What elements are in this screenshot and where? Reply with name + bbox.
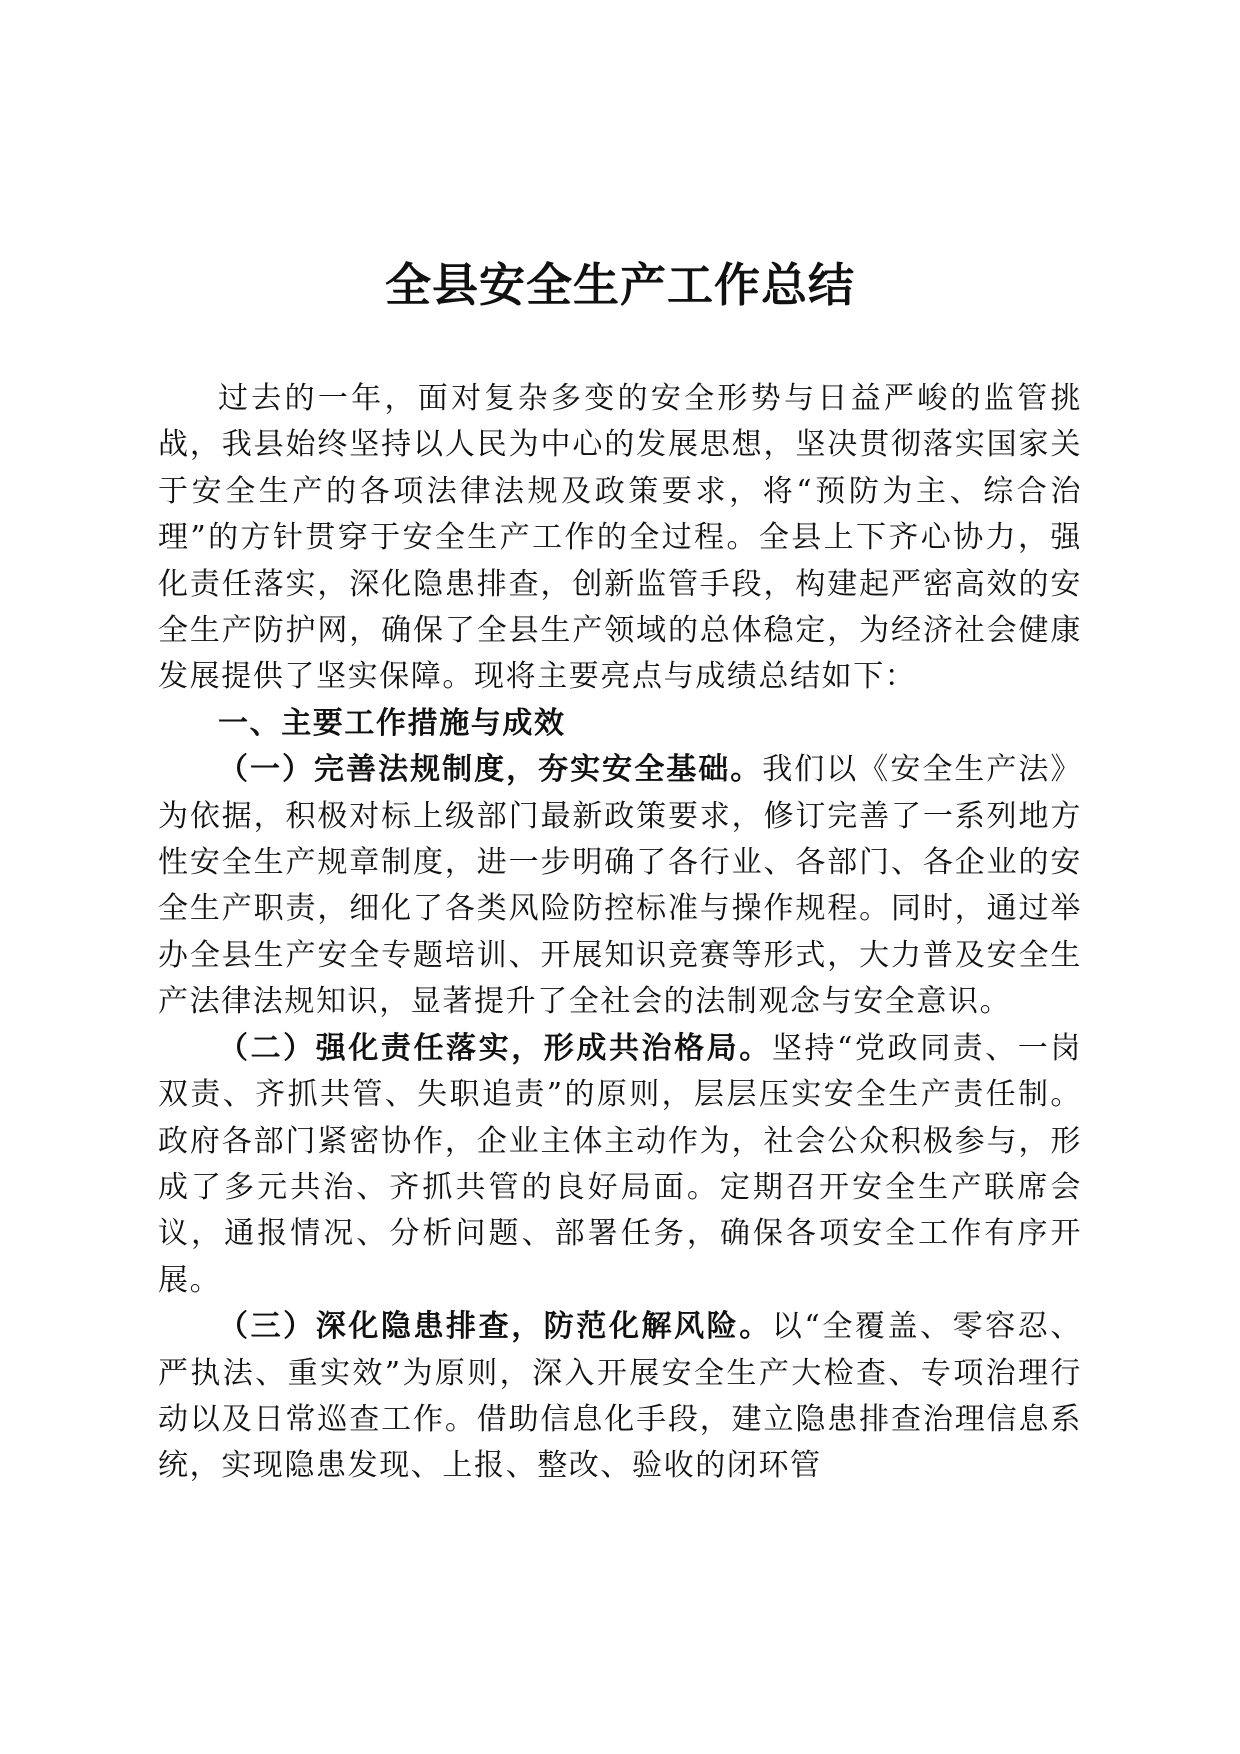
paragraph-item-2 <box>158 1026 1082 1304</box>
item-2-text: 坚持“党政同责、一岗双责、齐抓共管、失职追责”的原则，层层压实安全生产责任制。政府各部门紧密协作，企业主体主动作为，社会公众积极参与，形成了多元共治、齐抓共管的良好局面。定期召开安全生产联席会议，通报情况、分析问题、部署任务，确保各项安全工作有序开展。 <box>158 1030 1082 1298</box>
item-2-heading: （二）强化责任落实，形成共治格局。 <box>218 1030 772 1066</box>
item-3-heading: （三）深化隐患排查，防范化解风险。 <box>218 1309 772 1345</box>
section-heading-main-measures: 一、主要工作措施与成效 <box>218 705 566 741</box>
paragraph-item-1 <box>158 747 1082 1025</box>
document-title: 全县安全生产工作总结 <box>385 258 855 312</box>
item-3-text: 以“全覆盖、零容忍、严执法、重实效”为原则，深入开展安全生产大检查、专项治理行动以及日常巡查工作。借助信息化手段，建立隐患排查治理信息系统，实现隐患发现、上报、整改、验收的闭环管 <box>158 1309 1082 1484</box>
paragraph-item-3 <box>158 1304 1082 1490</box>
item-1-heading: （一）完善法规制度，夯实安全基础。 <box>218 752 763 788</box>
item-1-text: 我们以《安全生产法》为依据，积极对标上级部门最新政策要求，修订完善了一系列地方性安全生产规章制度，进一步明确了各行业、各部门、各企业的安全生产职责，细化了各类风险防控标准与操作规程。同时，通过举办全县生产安全专题培训、开展知识竞赛等形式，大力普及安全生产法律法规知识，显著提升了全社会的法制观念与安全意识。 <box>158 752 1083 1020</box>
document-body <box>158 376 1082 1490</box>
intro-paragraph: 过去的一年，面对复杂多变的安全形势与日益严峻的监管挑战，我县始终坚持以人民为中心的发展思想，坚决贯彻落实国家关于安全生产的各项法律法规及政策要求，将“预防为主、综合治理”的方针贯穿于安全生产工作的全过程。全县上下齐心协力，强化责任落实，深化隐患排查，创新监管手段，构建起严密高效的安全生产防护网，确保了全县生产领域的总体稳定，为经济社会健康发展提供了坚实保障。现将主要亮点与成绩总结如下： <box>158 381 1082 695</box>
